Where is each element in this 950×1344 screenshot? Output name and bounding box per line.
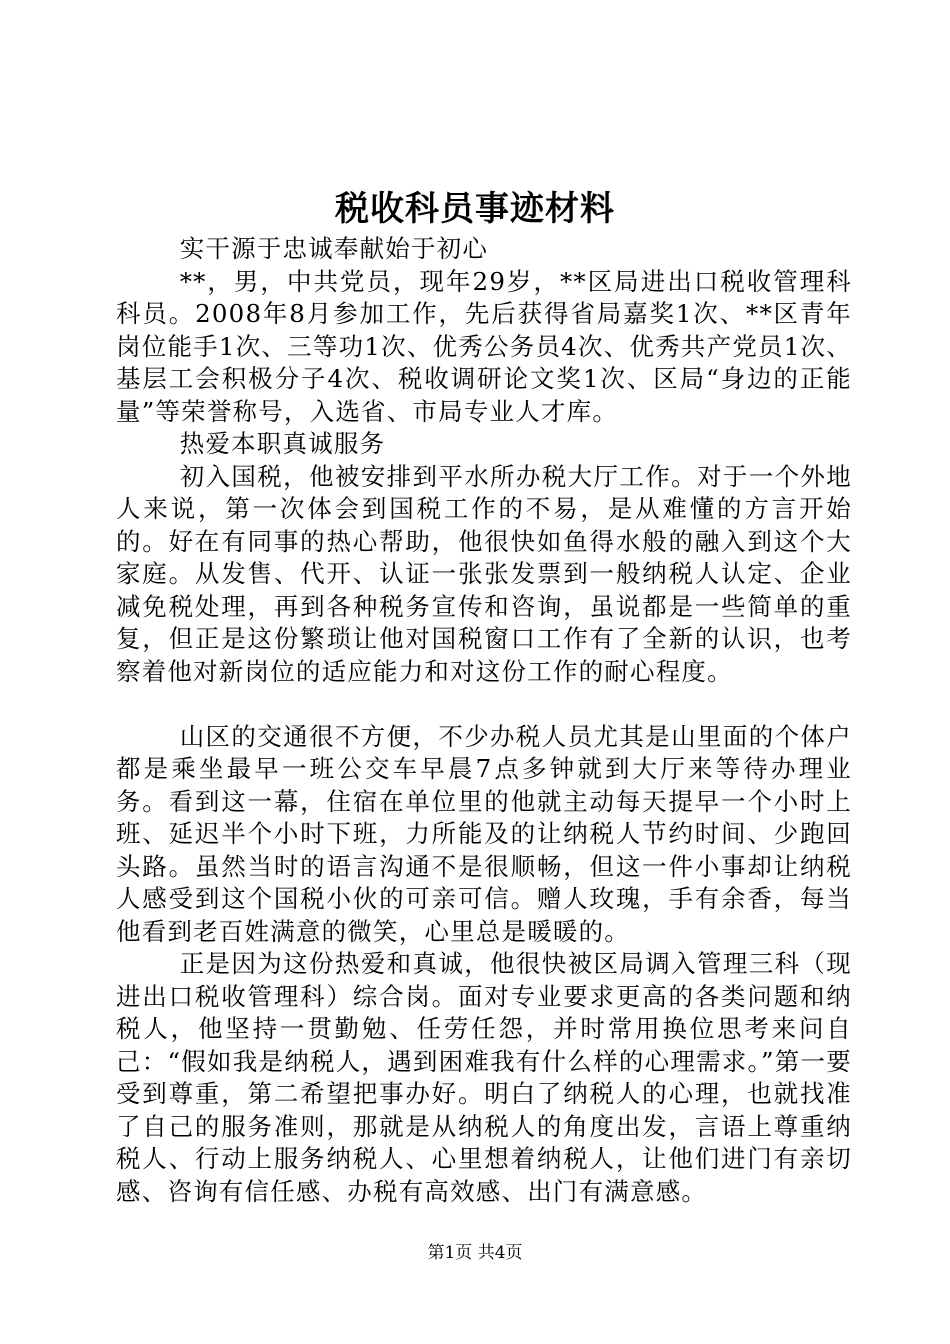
section-heading: 实干源于忠诚奉献始于初心	[179, 234, 489, 263]
body-paragraph: 初入国税，他被安排到平水所办税大厅工作。对于一个外地人来说，第一次体会到国税工作的不易，是从难懂的方言开始的。好在有同事的热心帮助，他很快如鱼得水般的融入到这个大家庭。从发售、代开、认证一张张发票到一般纳税人认定、企业减免税处理，再到各种税务宣传和咨询，虽说都是一些简单的重复，但正是这份繁琐让他对国税窗口工作有了全新的认识，也考察着他对新岗位的适应能力和对这份工作的耐心程度。	[116, 461, 852, 686]
body-paragraph: **，男，中共党员，现年29岁，**区局进出口税收管理科科员。2008年8月参加工作，先后获得省局嘉奖1次、**区青年岗位能手1次、三等功1次、优秀公务员4次、优秀共产党员1次、基层工会积极分子4次、税收调研论文奖1次、区局“身边的正能量”等荣誉称号，入选省、市局专业人才库。	[116, 266, 852, 426]
section-heading: 热爱本职真诚服务	[179, 429, 386, 458]
document-body	[116, 233, 852, 1208]
body-paragraph: 正是因为这份热爱和真诚，他很快被区局调入管理三科（现进出口税收管理科）综合岗。面对专业要求更高的各类问题和纳税人，他坚持一贯勤勉、任劳任怨，并时常用换位思考来问自己：“假如我是纳税人，遇到困难我有什么样的心理需求。”第一要受到尊重，第二希望把事办好。明白了纳税人的心理，也就找准了自己的服务准则，那就是从纳税人的角度出发，言语上尊重纳税人、行动上服务纳税人、心里想着纳税人，让他们进门有亲切感、咨询有信任感、办税有高效感、出门有满意感。	[116, 949, 852, 1206]
document-title: 税收科员事迹材料	[335, 189, 615, 229]
page-number-footer: 第1页 共4页	[427, 1243, 523, 1263]
body-paragraph: 山区的交通很不方便，不少办税人员尤其是山里面的个体户都是乘坐最早一班公交车早晨7点多钟就到大厅来等待办理业务。看到这一幕，住宿在单位里的他就主动每天提早一个小时上班、延迟半个小时下班，力所能及的让纳税人节约时间、少跑回头路。虽然当时的语言沟通不是很顺畅，但这一件小事却让纳税人感受到这个国税小伙的可亲可信。赠人玫瑰，手有余香，每当他看到老百姓满意的微笑，心里总是暖暖的。	[116, 721, 852, 946]
